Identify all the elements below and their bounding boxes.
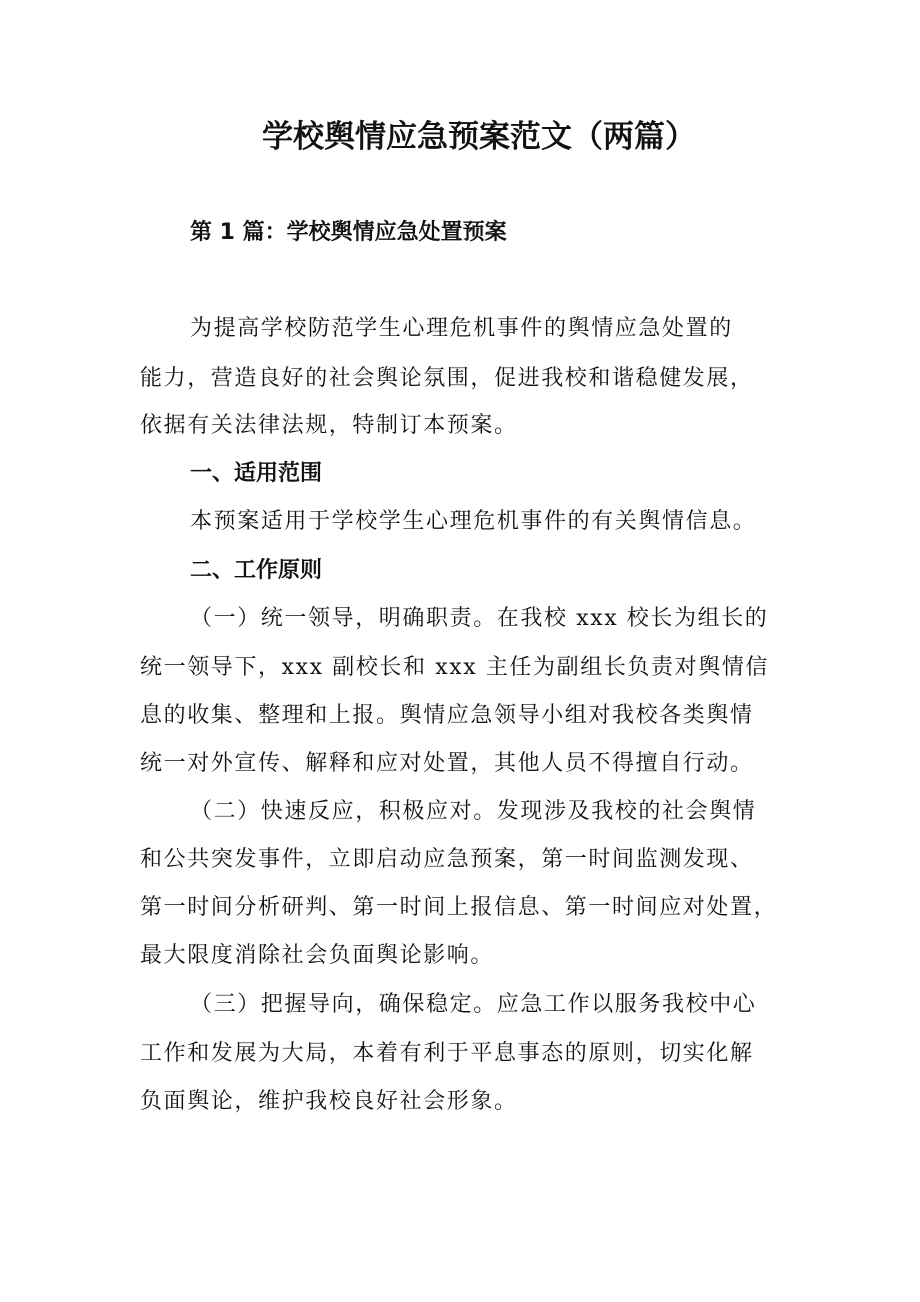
principle1-line: 统一领导下，xxx 副校长和 xxx 主任为副组长负责对舆情信 [140, 655, 770, 680]
section1-heading: 一、适用范围 [190, 461, 323, 486]
principle2-line: 最大限度消除社会负面舆论影响。 [140, 943, 495, 968]
section1-line: 本预案适用于学校学生心理危机事件的有关舆情信息。 [190, 509, 757, 534]
principle2-line: 第一时间分析研判、第一时间上报信息、第一时间应对处置， [140, 895, 778, 920]
part1-heading: 第 1 篇：学校舆情应急处置预案 [190, 220, 507, 245]
principle3-line: （三）把握导向，确保稳定。应急工作以服务我校中心 [190, 992, 757, 1017]
principle1-line: 统一对外宣传、解释和应对处置，其他人员不得擅自行动。 [140, 751, 754, 776]
principle2-line: 和公共突发事件，立即启动应急预案，第一时间监测发现、 [140, 847, 754, 872]
principle1-line: （一）统一领导，明确职责。在我校 xxx 校长为组长的 [190, 606, 769, 631]
principle3-line: 工作和发展为大局，本着有利于平息事态的原则，切实化解 [140, 1041, 754, 1066]
principle1-line: 息的收集、整理和上报。舆情应急领导小组对我校各类舆情 [140, 703, 754, 728]
principle3-line: 负面舆论，维护我校良好社会形象。 [140, 1089, 518, 1114]
section2-heading: 二、工作原则 [190, 558, 323, 583]
document-title: 学校舆情应急预案范文（两篇） [262, 119, 696, 155]
intro-line: 为提高学校防范学生心理危机事件的舆情应急处置的 [190, 316, 733, 341]
intro-line: 能力，营造良好的社会舆论氛围，促进我校和谐稳健发展， [140, 366, 754, 391]
principle2-line: （二）快速反应，积极应对。发现涉及我校的社会舆情 [190, 799, 757, 824]
intro-line: 依据有关法律法规，特制订本预案。 [140, 413, 518, 438]
